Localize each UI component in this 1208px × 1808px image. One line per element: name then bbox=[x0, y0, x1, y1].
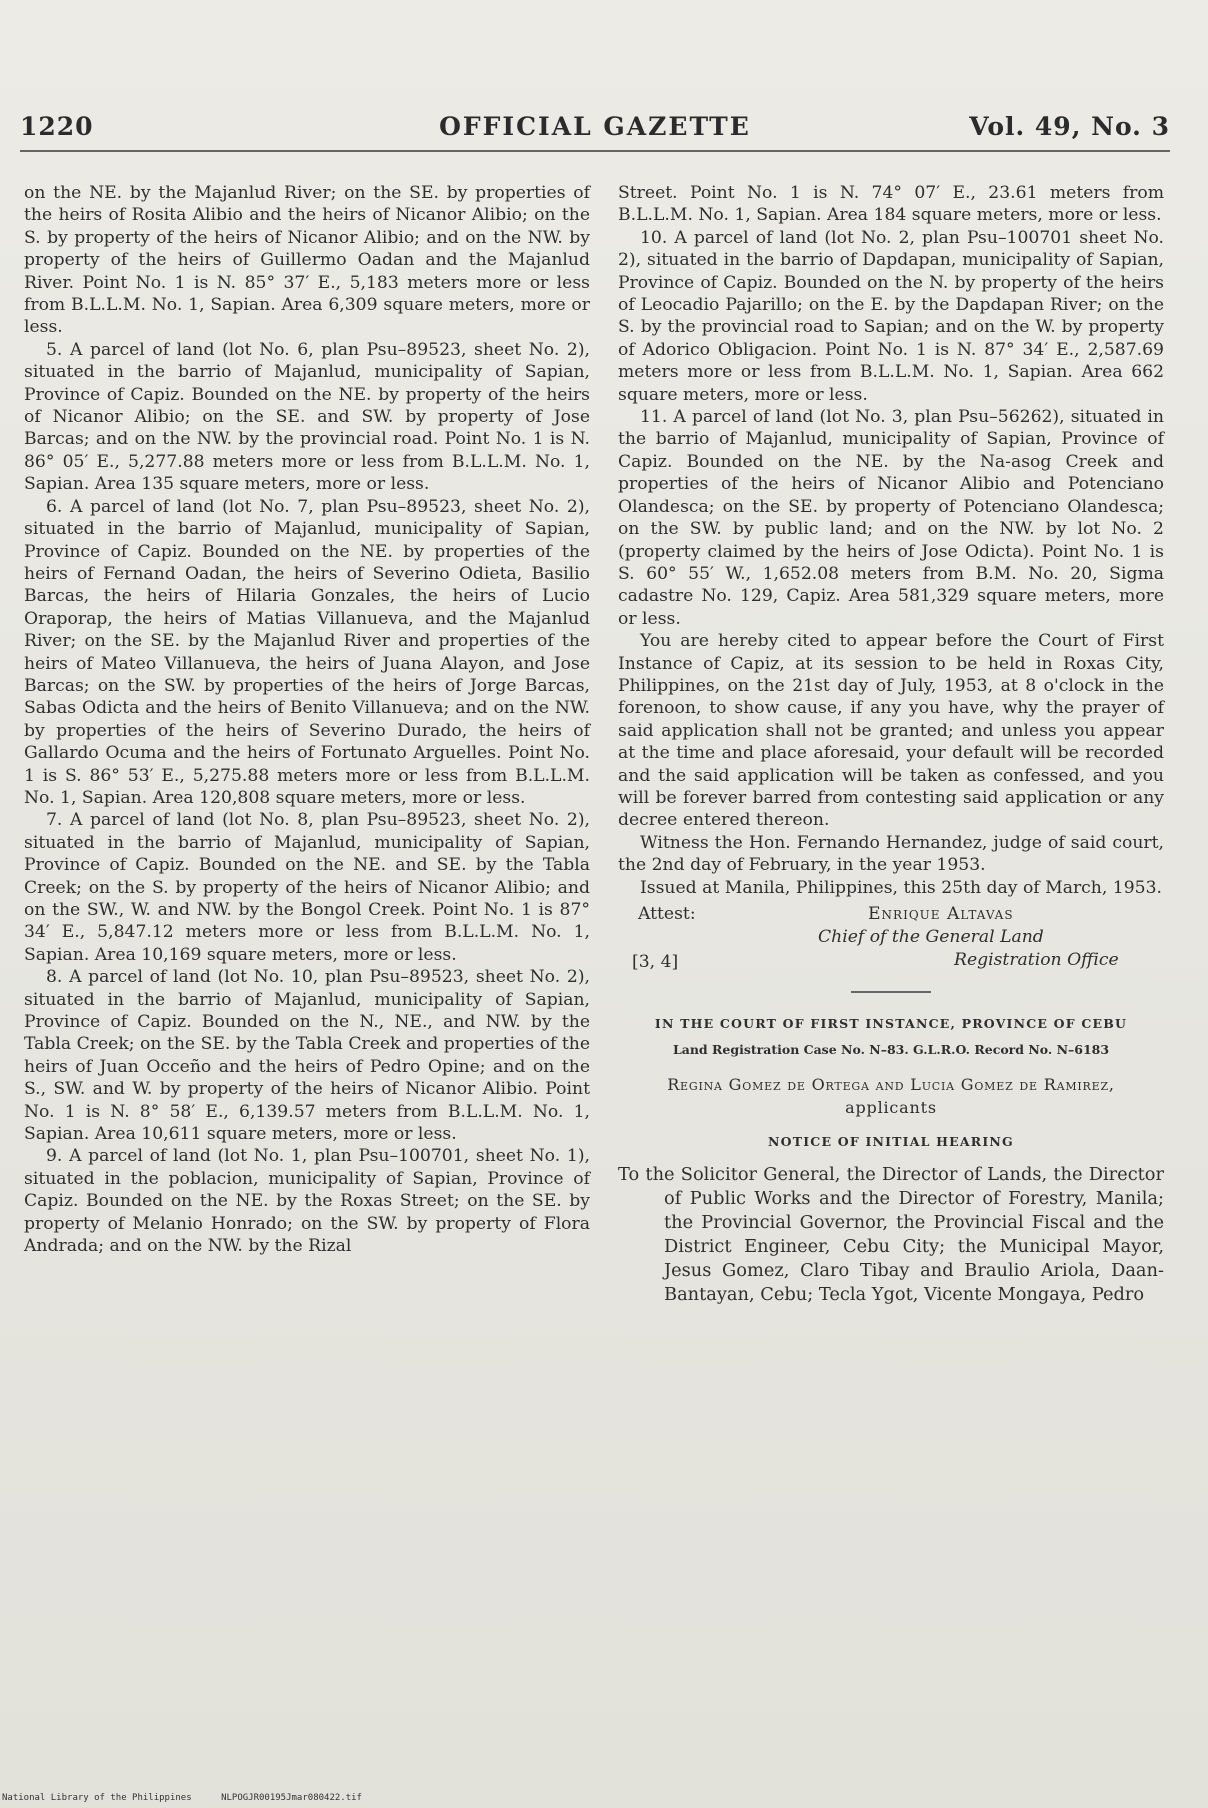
paragraph-parcel-6: 6. A parcel of land (lot No. 7, plan Psu–89523, sheet No. 2), situated in the barrio of Majanlud, municipality of Sapian, Province of Capiz. Bounded on the NE. by properties of the heirs of Fernand Oadan, the heirs of Severino Odieta, Basilio Barcas, the heirs of Hilaria Gonzales, the heirs of Lucio Oraporap, the heirs of Matias Villanueva, and the Majanlud River; on the SE. by the Majanlud River and properties of the heirs of Mateo Villanueva, the heirs of Juana Alayon, and Jose Barcas; on the SW. by properties of the heirs of Jorge Barcas, Sabas Odicta and the heirs of Benito Villanueva; and on the NW. by properties of the heirs of Severino Durado, the heirs of Gallardo Ocuma and the heirs of Fortunato Arguelles. Point No. 1 is S. 86° 53′ E., 5,275.88 meters more or less from B.L.L.M. No. 1, Sapian. Area 120,808 square meters, more or less. bbox=[24, 496, 590, 808]
attest-block bbox=[618, 903, 1164, 973]
scan-filename: NLPOGJR00195Jmar080422.tif bbox=[221, 1793, 362, 1803]
paragraph-parcel-10: 10. A parcel of land (lot No. 2, plan Psu–100701 sheet No. 2), situated in the barrio of Dapdapan, municipality of Sapian, Province of Capiz. Bounded on the N. by property of the heirs of Leocadio Pajarillo; on the E. by the Dapdapan River; on the S. by the provincial road to Sapian; and on the W. by property of Adorico Obligacion. Point No. 1 is N. 87° 34′ E., 2,587.69 meters more or less from B.L.L.M. No. 1, Sapian. Area 662 square meters, more or less. bbox=[618, 227, 1164, 405]
header-rule bbox=[20, 150, 1170, 152]
scan-footer bbox=[2, 1793, 386, 1803]
addressees-paragraph: To the Solicitor General, the Director of Lands, the Director of Public Works and the Director of Forestry, Manila; the Provincial Governor, the Provincial Fiscal and the District Engineer, Cebu City; the Municipal Mayor, Jesus Gomez, Claro Tibay and Braulio Ariola, Daan-Bantayan, Cebu; Tecla Ygot, Vicente Mongaya, Pedro bbox=[618, 1164, 1164, 1306]
paragraph-parcel-9-end: Street. Point No. 1 is N. 74° 07′ E., 23.61 meters from B.L.L.M. No. 1, Sapian. Area 184 square meters, more or less. bbox=[618, 183, 1164, 226]
volume-number: Vol. 49, No. 3 bbox=[969, 112, 1170, 141]
case-number: Land Registration Case No. N–83. G.L.R.O. Record No. N–6183 bbox=[672, 1042, 1110, 1057]
court-heading: IN THE COURT OF FIRST INSTANCE, PROVINCE OF CEBU bbox=[654, 1016, 1128, 1031]
paragraph-parcel-11: 11. A parcel of land (lot No. 3, plan Psu–56262), situated in the barrio of Majanlud, municipality of Sapian, Province of Capiz. Bounded on the NE. by the Na-asog Creek and properties of the heirs of Nicanor Alibio and Potenciano Olandesca; on the SE. by property of Potenciano Olandesca; on the SW. by public land; and on the NW. by lot No. 2 (property claimed by the heirs of Jose Odicta). Point No. 1 is S. 60° 55′ W., 1,652.08 meters from B.M. No. 20, Sigma cadastre No. 129, Capiz. Area 581,329 square meters, more or less. bbox=[618, 407, 1164, 629]
library-credit: National Library of the Philippines bbox=[2, 1793, 192, 1803]
notice-heading: NOTICE OF INITIAL HEARING bbox=[768, 1134, 1014, 1149]
section-divider bbox=[851, 991, 931, 993]
attest-label: Attest: bbox=[638, 904, 696, 924]
page-header bbox=[20, 112, 1170, 156]
paragraph-parcel-7: 7. A parcel of land (lot No. 8, plan Psu–89523, sheet No. 2), situated in the barrio of Majanlud, municipality of Sapian, Province of Capiz. Bounded on the NE. and SE. by the Tabla Creek; on the S. by property of the heirs of Nicanor Alibio; and on the SW., W. and NW. by the Bongol Creek. Point No. 1 is 87° 34′ E., 5,847.12 meters more or less from B.L.L.M. No. 1, Sapian. Area 10,169 square meters, more or less. bbox=[24, 810, 590, 965]
left-column bbox=[24, 182, 590, 1258]
applicants bbox=[628, 1073, 1154, 1119]
paragraph-citation: You are hereby cited to appear before the Court of First Instance of Capiz, at its session to be held in Roxas City, Philippines, on the 21st day of July, 1953, at 8 o'clock in the forenoon, to show cause, if any you have, why the prayer of said application shall not be granted; and unless you appear at the time and place aforesaid, your default will be recorded and the said application will be taken as confessed, and you will be forever barred from contesting said application or any decree entered thereon. bbox=[618, 631, 1164, 831]
attest-bracket: [3, 4] bbox=[632, 952, 679, 972]
paragraph-parcel-5: 5. A parcel of land (lot No. 6, plan Psu–89523, sheet No. 2), situated in the barrio of Majanlud, municipality of Sapian, Province of Capiz. Bounded on the NE. by property of the heirs of Nicanor Alibio; on the SE. and SW. by property of Jose Barcas; and on the NW. by the provincial road. Point No. 1 is N. 86° 05′ E., 5,277.88 meters more or less from B.L.L.M. No. 1, Sapian. Area 135 square meters, more or less. bbox=[24, 339, 590, 495]
attest-role-line-2: Registration Office bbox=[954, 950, 1119, 970]
applicants-suffix: applicants bbox=[845, 1098, 937, 1117]
attest-signatory: Enrique Altavas bbox=[868, 904, 1014, 924]
publication-title: OFFICIAL GAZETTE bbox=[439, 112, 751, 141]
paragraph-witness: Witness the Hon. Fernando Hernandez, judge of said court, the 2nd day of February, in the year 1953. bbox=[618, 832, 1164, 876]
right-column bbox=[618, 182, 1164, 1307]
paragraph-parcel-9: 9. A parcel of land (lot No. 1, plan Psu–100701, sheet No. 1), situated in the poblacion, municipality of Sapian, Province of Capiz. Bounded on the NE. by the Roxas Street; on the SE. by property of Melanio Honrado; on the SW. by property of Flora Andrada; and on the NW. by the Rizal bbox=[24, 1146, 590, 1257]
attest-role-line-1: Chief of the General Land bbox=[818, 927, 1044, 947]
paragraph-continuation: on the NE. by the Majanlud River; on the SE. by properties of the heirs of Rosita Alibio and the heirs of Nicanor Alibio; on the S. by property of the heirs of Nicanor Alibio; and on the NW. by property of the heirs of Guillermo Oadan and the Majanlud River. Point No. 1 is N. 85° 37′ E., 5,183 meters more or less from B.L.L.M. No. 1, Sapian. Area 6,309 square meters, more or less. bbox=[24, 183, 590, 338]
applicant-names: Regina Gomez de Ortega and Lucia Gomez de Ramirez, bbox=[667, 1075, 1115, 1094]
paragraph-parcel-8: 8. A parcel of land (lot No. 10, plan Psu–89523, sheet No. 2), situated in the barrio of Majanlud, municipality of Sapian, Province of Capiz. Bounded on the N., NE., and NW. by the Tabla Creek; on the SE. by the Tabla Creek and properties of the heirs of Juan Occeño and the heirs of Pedro Opine; and on the S., SW. and W. by property of the heirs of Nicanor Alibio. Point No. 1 is N. 8° 58′ E., 6,139.57 meters from B.L.L.M. No. 1, Sapian. Area 10,611 square meters, more or less. bbox=[24, 967, 590, 1145]
paragraph-issued: Issued at Manila, Philippines, this 25th day of March, 1953. bbox=[640, 877, 1163, 898]
page-number: 1220 bbox=[20, 112, 94, 141]
